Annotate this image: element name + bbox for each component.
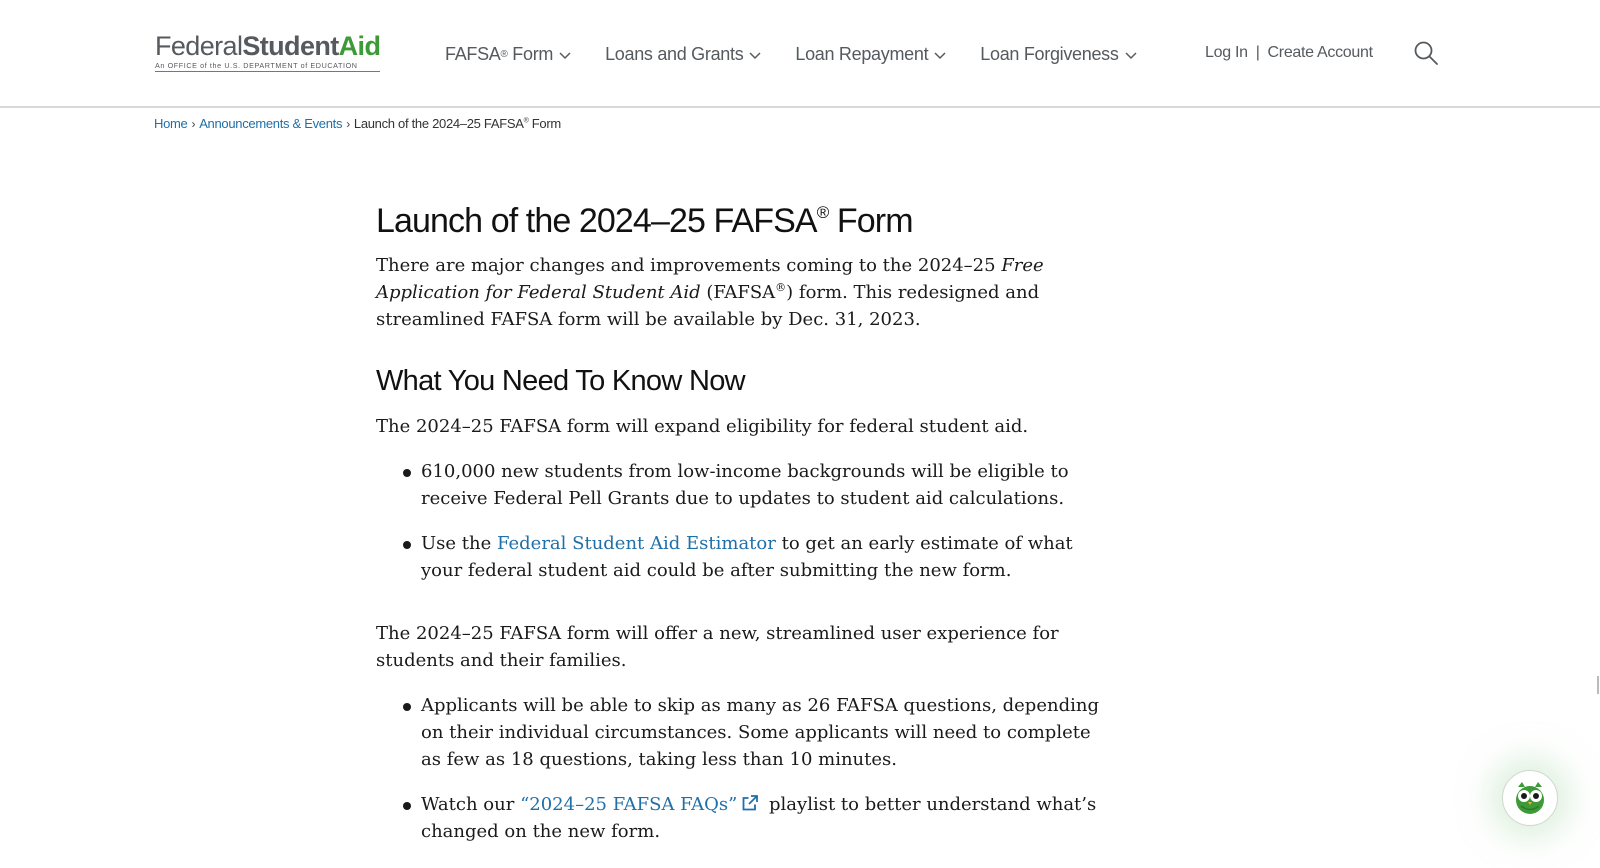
logo-wordmark [155, 32, 385, 60]
section-heading: What You Need To Know Now [376, 365, 745, 397]
list-item [376, 530, 1116, 584]
create-account-link[interactable]: Create Account [1267, 44, 1373, 61]
login-link[interactable]: Log In [1205, 44, 1248, 61]
chat-assistant-button[interactable] [1502, 770, 1558, 826]
chevron-right-icon: › [191, 116, 196, 131]
eligibility-paragraph: The 2024–25 FAFSA form will expand eligibility for federal student aid. [376, 416, 1029, 437]
logo[interactable] [155, 32, 385, 72]
logo-student: Student [242, 31, 339, 61]
nav-item-fafsa-form[interactable]: FAFSA ® Form [445, 44, 571, 65]
intro-text-1: There are major changes and improvements coming to the 2024–25 [376, 255, 1002, 276]
intro-text-2: (FAFSA [700, 282, 776, 303]
external-link-icon[interactable] [741, 794, 759, 812]
list-item: 610,000 new students from low-income backgrounds will be eligible to receive Federal Pell Grants due to updates to student aid calculations. [376, 458, 1116, 512]
breadcrumb-current [354, 116, 561, 131]
list-item-text: playlist to better understand what’s changed on the new form. [421, 794, 1097, 842]
breadcrumb-home[interactable]: Home [154, 116, 188, 131]
breadcrumb [154, 116, 561, 131]
list-item [376, 791, 1116, 845]
intro-text-3: ) form. This redesigned and streamlined FAFSA form will be available by Dec. 31, 2023. [376, 282, 1040, 330]
nav-label: Loan Forgiveness [980, 44, 1119, 64]
main-nav [445, 44, 1171, 65]
main-content [376, 200, 1116, 863]
eligibility-list [376, 458, 1116, 584]
nav-label: FAFSA [445, 44, 501, 64]
list-item-text: to get an early estimate of what your federal student aid could be after submitting the new form. [421, 533, 1073, 581]
nav-item-loans-and-grants[interactable] [605, 44, 761, 65]
page-title [376, 200, 1116, 242]
breadcrumb-announcements[interactable]: Announcements & Events [199, 116, 343, 131]
search-icon[interactable] [1413, 40, 1439, 66]
site-header [0, 0, 1600, 108]
chevron-right-icon: › [346, 116, 350, 131]
experience-paragraph: The 2024–25 FAFSA form will offer a new, streamlined user experience for students and their families. [376, 623, 1059, 671]
registered-mark: ® [775, 281, 787, 294]
breadcrumb-current-suffix: Form [528, 116, 561, 131]
chevron-down-icon [1125, 49, 1137, 61]
nav-item-loan-repayment[interactable] [795, 44, 946, 65]
registered-mark: ® [816, 203, 829, 222]
chevron-down-icon [559, 49, 571, 61]
breadcrumb-current-text: Launch of the 2024–25 FAFSA [353, 116, 524, 131]
nav-item-loan-forgiveness[interactable] [980, 44, 1136, 65]
fafsa-faqs-link[interactable]: “2024–25 FAFSA FAQs” [520, 794, 738, 815]
nav-label: Loans and Grants [605, 44, 744, 64]
chevron-down-icon [749, 49, 761, 61]
intro-italic: Free Application for Federal Student Aid [376, 255, 1044, 303]
chevron-down-icon [934, 49, 946, 61]
aid-estimator-link[interactable]: Federal Student Aid Estimator [496, 533, 776, 554]
owl-chat-icon [1509, 777, 1551, 819]
page-title-text: Launch of the 2024–25 FAFSA [376, 202, 817, 240]
logo-federal: Federal [155, 31, 243, 61]
nav-label-after: Form [507, 44, 554, 64]
registered-mark: ® [523, 117, 529, 125]
nav-label: Loan Repayment [795, 44, 929, 64]
list-item-text: Use the [421, 533, 497, 554]
list-item-text: Watch our [421, 794, 521, 815]
experience-list [376, 692, 1116, 845]
intro-paragraph [376, 252, 1116, 333]
account-links [1205, 44, 1373, 62]
list-item: Applicants will be able to skip as many as 26 FAFSA questions, depending on their individual circumstances. Some applicants will need to complete as few as 18 questions, taking less than 10 minutes. [376, 692, 1116, 773]
logo-tagline: An OFFICE of the U.S. DEPARTMENT of EDUCATION [155, 61, 358, 70]
account-separator: | [1255, 44, 1260, 61]
page-title-suffix: Form [828, 202, 913, 240]
scrollbar-marker [1597, 676, 1599, 694]
logo-underline [155, 71, 380, 72]
logo-aid: Aid [338, 31, 381, 61]
